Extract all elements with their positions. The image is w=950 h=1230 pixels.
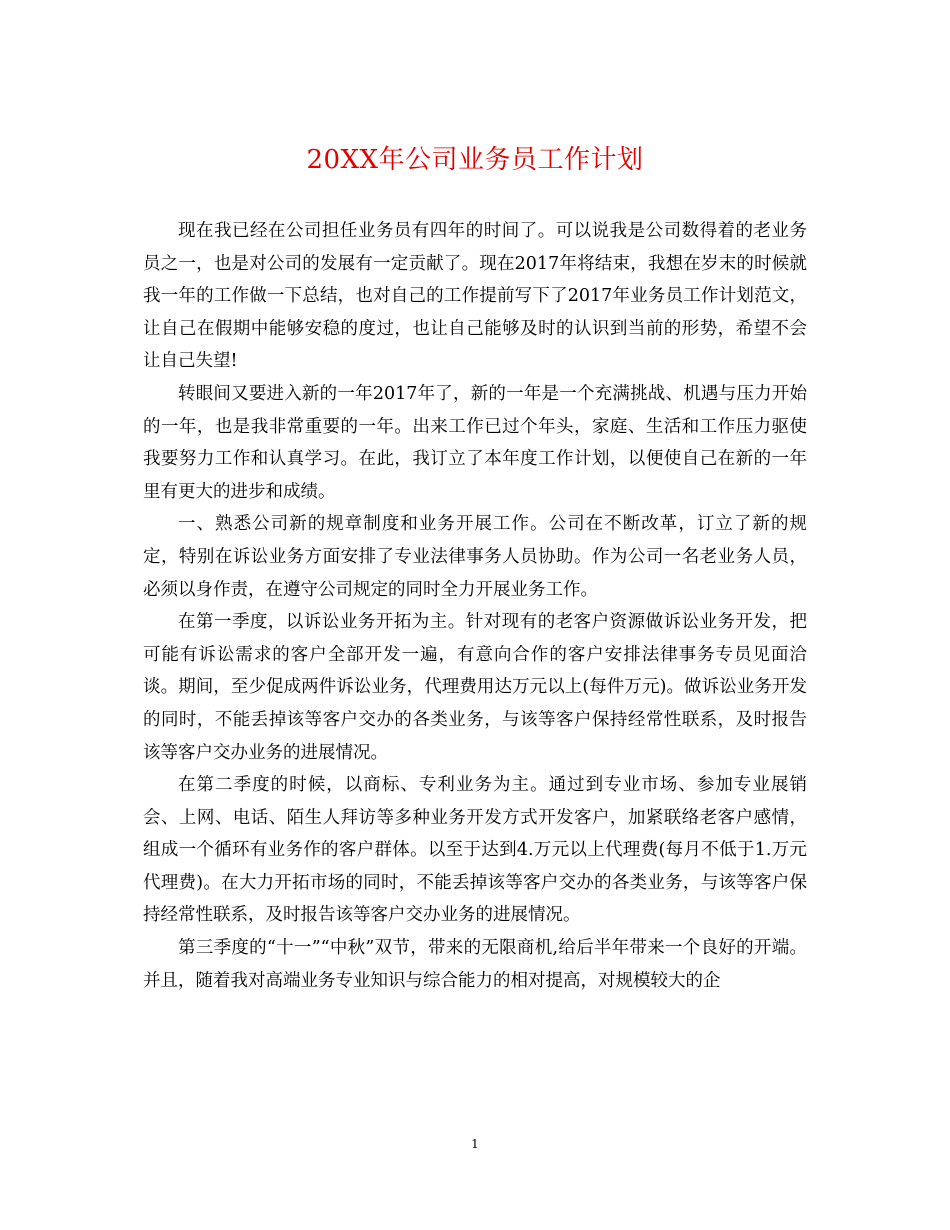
paragraph: 在第二季度的时候，以商标、专利业务为主。通过到专业市场、参加专业展销会、上网、电话、陌生人拜访等多种业务开发方式开发客户，加紧联络老客户感情，组成一个循环有业务作的客户群体。以至于达到4.万元以上代理费(每月不低于1.万元代理费)。在大力开拓市场的同时，不能丢掉该等客户交办的各类业务，与该等客户保持经常性联系，及时报告该等客户交办业务的进展情况。 — [143, 775, 807, 926]
paragraph: 一、熟悉公司新的规章制度和业务开展工作。公司在不断改革，订立了新的规定，特别在诉讼业务方面安排了专业法律事务人员协助。作为公司一名老业务人员，必须以身作责，在遵守公司规定的同时全力开展业务工作。 — [143, 514, 807, 600]
paragraph: 现在我已经在公司担任业务员有四年的时间了。可以说我是公司数得着的老业务员之一，也是对公司的发展有一定贡献了。现在2017年将结束，我想在岁末的时候就我一年的工作做一下总结，也对自己的工作提前写下了2017年业务员工作计划范文，让自己在假期中能够安稳的度过，也让自己能够及时的认识到当前的形势，希望不会让自己失望! — [143, 221, 807, 372]
paragraph: 第三季度的“十一”“中秋”双节，带来的无限商机,给后半年带来一个良好的开端。并且，随着我对高端业务专业知识与综合能力的相对提高，对规模较大的企 — [143, 938, 807, 991]
document-body — [143, 215, 807, 997]
page-number: 1 — [471, 1137, 479, 1151]
paragraph: 转眼间又要进入新的一年2017年了，新的一年是一个充满挑战、机遇与压力开始的一年，也是我非常重要的一年。出来工作已过个年头，家庭、生活和工作压力驱使我要努力工作和认真学习。在此，我订立了本年度工作计划，以便使自己在新的一年里有更大的进步和成绩。 — [143, 383, 807, 502]
document-title: 20XX年公司业务员工作计划 — [306, 145, 644, 175]
paragraph: 在第一季度，以诉讼业务开拓为主。针对现有的老客户资源做诉讼业务开发，把可能有诉讼需求的客户全部开发一遍，有意向合作的客户安排法律事务专员见面洽谈。期间，至少促成两件诉讼业务，代理费用达万元以上(每件万元)。做诉讼业务开发的同时，不能丢掉该等客户交办的各类业务，与该等客户保持经常性联系，及时报告该等客户交办业务的进展情况。 — [143, 612, 807, 763]
